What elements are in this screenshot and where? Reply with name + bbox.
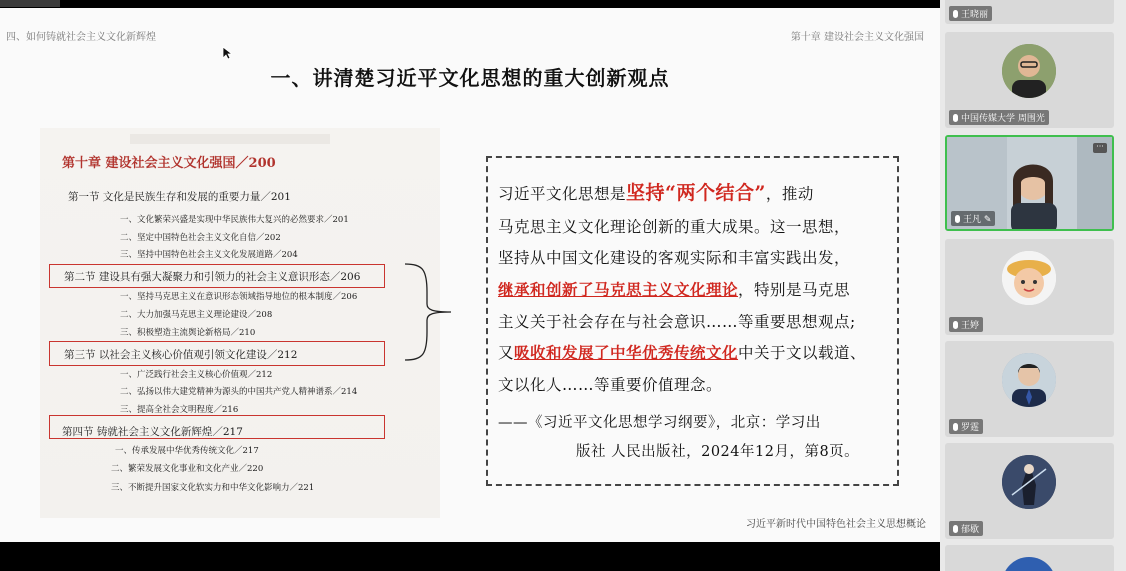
participant-name-label: 罗霆 bbox=[961, 423, 980, 433]
avatar-image bbox=[1002, 353, 1056, 407]
slide-header-left: 四、如何铸就社会主义文化新辉煌 bbox=[6, 32, 156, 43]
quote-emphasis: 继承和创新了马克思主义文化理论 bbox=[498, 280, 739, 299]
toc-item: 二、坚定中国特色社会主义文化自信／202 bbox=[120, 233, 281, 243]
toc-item: 一、文化繁荣兴盛是实现中华民族伟大复兴的必然要求／201 bbox=[120, 215, 349, 225]
slide-footer: 习近平新时代中国特色社会主义思想概论 bbox=[746, 519, 926, 530]
toc-item: 一、坚持马克思主义在意识形态领域指导地位的根本制度／206 bbox=[120, 292, 358, 302]
quote-line-6 bbox=[498, 341, 887, 363]
avatar bbox=[1002, 44, 1056, 98]
quote-line-7: 文以化人……等重要价值理念。 bbox=[498, 376, 723, 394]
participant-tile[interactable] bbox=[945, 443, 1114, 539]
quote-line-5: 主义关于社会存在与社会意识……等重要思想观点; bbox=[498, 313, 856, 331]
quote-line-2: 马克思主义文化理论创新的重大成果。这一思想， bbox=[498, 218, 851, 236]
participant-tile[interactable] bbox=[945, 239, 1114, 335]
quote-text: 中关于文以载道、 bbox=[738, 344, 867, 362]
toc-item: 三、不断提升国家文化软实力和中华文化影响力／221 bbox=[111, 483, 315, 493]
participant-name-label: 王凡 bbox=[963, 215, 982, 225]
quote-emphasis: 坚持“两个结合” bbox=[626, 182, 766, 204]
quote-emphasis: 吸收和发展了中华优秀传统文化 bbox=[514, 343, 739, 362]
toc-chapter: 第十章 建设社会主义文化强国／200 bbox=[62, 156, 276, 171]
toc-item: 一、广泛践行社会主义核心价值观／212 bbox=[120, 370, 273, 380]
mic-icon bbox=[953, 10, 958, 18]
quote-text: ，特别是马克思 bbox=[738, 281, 851, 299]
presentation-slide bbox=[0, 8, 940, 542]
toc-item: 三、积极塑造主流舆论新格局／210 bbox=[120, 328, 256, 338]
participant-name-label: 郁歇 bbox=[961, 525, 980, 535]
more-options-icon[interactable]: ··· bbox=[1093, 143, 1107, 153]
toc-section-1: 第一节 文化是民族生存和发展的重要力量／201 bbox=[68, 191, 291, 203]
participant-name bbox=[949, 6, 992, 21]
participant-tile[interactable] bbox=[945, 545, 1114, 571]
participant-name bbox=[949, 521, 983, 536]
avatar-image bbox=[1002, 44, 1056, 98]
participant-panel[interactable] bbox=[940, 0, 1126, 571]
quote-text: 又 bbox=[498, 344, 515, 362]
participant-name bbox=[951, 211, 995, 226]
avatar bbox=[1002, 455, 1056, 509]
participant-name bbox=[949, 110, 1049, 125]
quote-text: ，推动 bbox=[765, 185, 814, 203]
mic-icon bbox=[953, 423, 958, 431]
toc-image bbox=[40, 128, 440, 518]
avatar bbox=[1002, 251, 1056, 305]
mic-icon bbox=[953, 525, 958, 533]
toc-section-4: 第四节 铸就社会主义文化新辉煌／217 bbox=[62, 426, 243, 438]
toc-item: 二、繁荣发展文化事业和文化产业／220 bbox=[111, 464, 264, 474]
participant-name-label: 王晓丽 bbox=[961, 10, 989, 20]
mic-icon bbox=[953, 321, 958, 329]
avatar bbox=[1002, 557, 1056, 571]
participant-name-label: 中国传媒大学 周围光 bbox=[961, 114, 1045, 124]
cursor-icon bbox=[222, 46, 232, 60]
quote-box bbox=[486, 156, 899, 486]
quote-line-1 bbox=[498, 178, 887, 205]
brace-icon bbox=[403, 262, 453, 362]
participant-tile[interactable] bbox=[945, 32, 1114, 128]
toc-item: 三、提高全社会文明程度／216 bbox=[120, 405, 239, 415]
avatar-image bbox=[1002, 455, 1056, 509]
participant-tile[interactable] bbox=[945, 341, 1114, 437]
toc-section-3: 第三节 以社会主义核心价值观引领文化建设／212 bbox=[64, 349, 298, 361]
faded-scan-text bbox=[130, 134, 330, 144]
quote-source-2: 版社 人民出版社，2024年12月，第8页。 bbox=[576, 444, 860, 460]
quote-line-3: 坚持从中国文化建设的客观实际和丰富实践出发， bbox=[498, 249, 851, 267]
participant-tile-active[interactable] bbox=[945, 135, 1114, 231]
participant-tile[interactable] bbox=[945, 0, 1114, 24]
mic-icon bbox=[955, 215, 960, 223]
avatar-image bbox=[1002, 251, 1056, 305]
participant-name bbox=[949, 317, 983, 332]
mic-icon bbox=[953, 114, 958, 122]
pencil-icon: ✎ bbox=[983, 215, 992, 225]
toc-item: 二、大力加强马克思主义理论建设／208 bbox=[120, 310, 273, 320]
toc-item: 一、传承发展中华优秀传统文化／217 bbox=[115, 446, 259, 456]
toolbar-tab[interactable] bbox=[0, 0, 60, 7]
quote-text: 习近平文化思想是 bbox=[498, 185, 627, 203]
toc-section-2: 第二节 建设具有强大凝聚力和引领力的社会主义意识形态／206 bbox=[64, 271, 361, 283]
avatar bbox=[1002, 353, 1056, 407]
participant-name bbox=[949, 419, 983, 434]
toc-item: 三、坚持中国特色社会主义文化发展道路／204 bbox=[120, 250, 298, 260]
quote-line-4 bbox=[498, 278, 887, 300]
toc-item: 二、弘扬以伟大建党精神为源头的中国共产党人精神谱系／214 bbox=[120, 387, 358, 397]
quote-source-1: ——《习近平文化思想学习纲要》，北京：学习出 bbox=[498, 415, 821, 431]
participant-name-label: 王婷 bbox=[961, 321, 980, 331]
slide-title: 一、讲清楚习近平文化思想的重大创新观点 bbox=[270, 66, 670, 90]
slide-header-right: 第十章 建设社会主义文化强国 bbox=[790, 32, 924, 43]
